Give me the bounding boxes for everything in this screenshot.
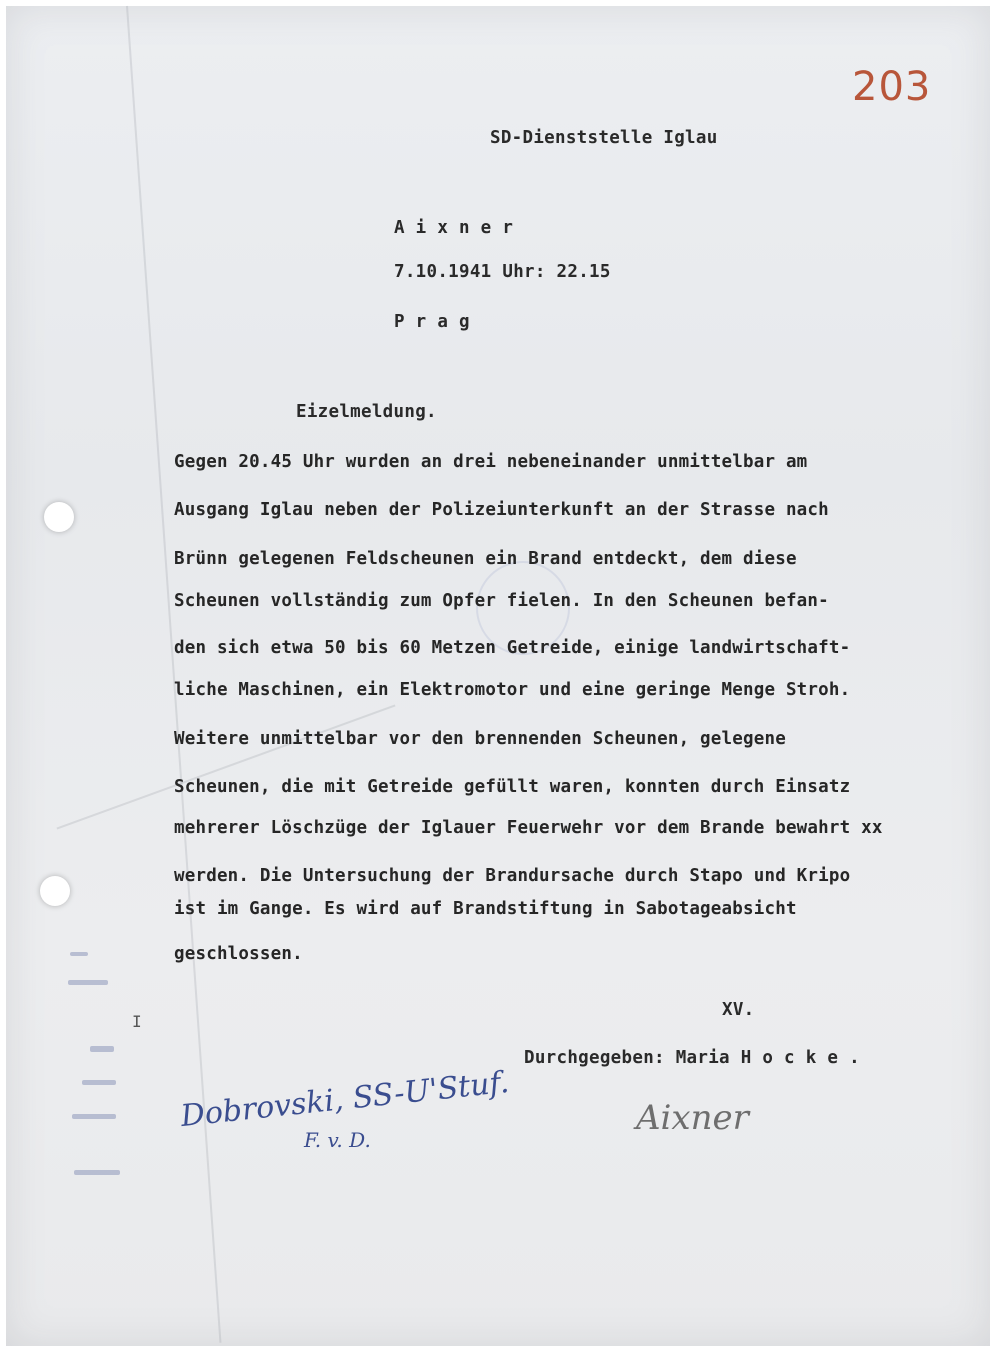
recipient-name: A i x n e r <box>394 218 514 238</box>
body-line: Scheunen vollständig zum Opfer fielen. In den Scheunen befan- <box>174 591 829 611</box>
punch-hole-bottom <box>40 876 70 906</box>
body-line: Scheunen, die mit Getreide gefüllt waren, konnten durch Einsatz <box>174 777 851 797</box>
body-line: mehrerer Löschzüge der Iglauer Feuerwehr vor dem Brande bewahrt xx <box>174 818 883 838</box>
body-line: ist im Gange. Es wird auf Brandstiftung in Sabotageabsicht <box>174 899 797 919</box>
destination: P r a g <box>394 312 470 332</box>
archive-number: 203 <box>852 64 932 110</box>
signature-left: Dobrovski, SS-U'Stuf. <box>179 1064 511 1135</box>
body-line: den sich etwa 50 bis 60 Metzen Getreide, einige landwirtschaft- <box>174 638 851 658</box>
transmitted-by: Durchgegeben: Maria H o c k e . <box>524 1048 860 1068</box>
margin-marker: I <box>132 1012 142 1031</box>
code-reference: XV. <box>722 1000 755 1020</box>
body-line: liche Maschinen, ein Elektromotor und eine geringe Menge Stroh. <box>174 680 851 700</box>
office-header: SD-Dienststelle Iglau <box>490 128 718 148</box>
body-line: Weitere unmittelbar vor den brennenden Scheunen, gelegene <box>174 729 786 749</box>
signature-left-sub: F. v. D. <box>304 1128 371 1152</box>
body-line: Gegen 20.45 Uhr wurden an drei nebeneinander unmittelbar am <box>174 452 808 472</box>
faint-margin-stamp <box>60 940 140 1190</box>
diagonal-crease <box>57 704 396 829</box>
punch-hole-top <box>44 502 74 532</box>
subject-line: Eizelmeldung. <box>296 402 437 422</box>
paper-sheet <box>6 6 990 1346</box>
body-line: werden. Die Untersuchung der Brandursache durch Stapo und Kripo <box>174 866 851 886</box>
signature-right: Aixner <box>636 1098 749 1138</box>
vertical-crease <box>126 6 221 1343</box>
body-line: geschlossen. <box>174 944 303 964</box>
body-line: Brünn gelegenen Feldscheunen ein Brand entdeckt, dem diese <box>174 549 797 569</box>
date-time: 7.10.1941 Uhr: 22.15 <box>394 262 611 282</box>
body-line: Ausgang Iglau neben der Polizeiunterkunft an der Strasse nach <box>174 500 829 520</box>
